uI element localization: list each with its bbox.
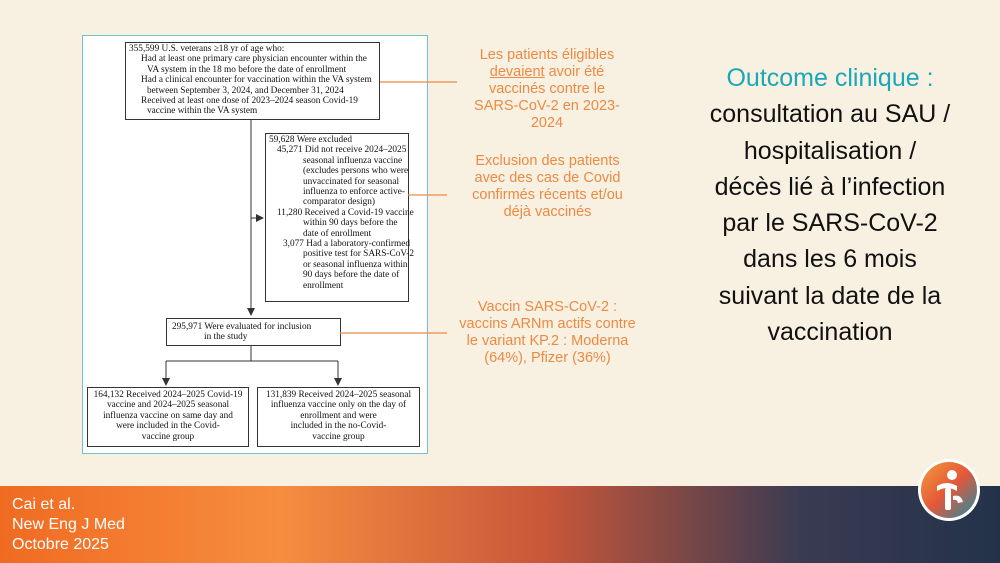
excluded-line: or seasonal influenza within (303, 259, 408, 270)
top-box-line: Received at least one dose of 2023–2024 season Covid-19 (141, 96, 358, 107)
outcome-line: vaccination (767, 318, 893, 347)
nocovid-group-line: influenza vaccine only on the day of (270, 400, 407, 411)
top-box-line: Had at least one primary care physician encounter within the (141, 54, 367, 65)
annotation-line: confirmés récents et/ou (472, 187, 623, 203)
outcome-line: consultation au SAU / (709, 100, 951, 129)
outcome-text (660, 60, 1000, 350)
nocovid-group-line: included in the no-Covid- (290, 421, 387, 432)
evaluated-line: in the study (204, 332, 248, 343)
covid-group-line: were included in the Covid- (116, 421, 220, 432)
outcome-line: suivant la date de la (718, 281, 942, 310)
excluded-line: comparator design) (303, 197, 376, 208)
citation (12, 495, 125, 555)
nocovid-group-line: enrollment and were (300, 410, 377, 421)
excluded-line: unvaccinated for seasonal (303, 176, 400, 187)
annotation-line (452, 64, 642, 81)
annotation-line: le variant KP.2 : Moderna (466, 333, 629, 349)
annotation-line: déjà vaccinés (503, 204, 592, 220)
footer-band (0, 486, 1000, 563)
excluded-line: within 90 days before the (303, 218, 398, 229)
outcome-line: dans les 6 mois (743, 245, 917, 274)
top-box-line: between September 3, 2024, and December 31, 2024 (147, 85, 344, 96)
annotation-text: avoir été (544, 64, 605, 80)
brand-logo-icon (917, 458, 981, 522)
excluded-line: 11,280 Received a Covid-19 vaccine (277, 207, 414, 218)
outcome-line: hospitalisation / (743, 136, 917, 165)
covid-group-line: vaccine and 2024–2025 seasonal (106, 400, 230, 411)
excluded-line: 3,077 Had a laboratory-confirmed (283, 239, 411, 250)
outcome-line: par le SARS-CoV-2 (722, 209, 938, 238)
eligible-annotation (452, 47, 642, 132)
top-box-line: Had a clinical encounter for vaccination within the VA system (141, 75, 372, 86)
excluded-line: 59,628 Were excluded (269, 135, 352, 145)
outcome-heading: Outcome clinique : (726, 64, 934, 92)
annotation-line: SARS-CoV-2 en 2023- (474, 98, 620, 114)
excluded-line: enrollment (303, 280, 344, 291)
annotation-line: 2024 (530, 115, 564, 131)
covid-group-line: 164,132 Received 2024–2025 Covid-19 (93, 390, 243, 400)
annotation-line: Exclusion des patients (475, 153, 620, 169)
excluded-line: positive test for SARS-CoV-2 (303, 249, 414, 260)
annotation-line: (64%), Pfizer (36%) (484, 350, 611, 366)
nocovid-group-line: 131,839 Received 2024–2025 seasonal (265, 390, 412, 400)
excluded-line: date of enrollment (303, 228, 372, 239)
citation-date: Octobre 2025 (12, 536, 109, 553)
citation-journal: New Eng J Med (12, 516, 125, 533)
top-box-line: vaccine within the VA system (147, 106, 258, 117)
evaluated-line: 295,971 Were evaluated for inclusion (172, 322, 312, 332)
excluded-line: 45,271 Did not receive 2024–2025 (277, 145, 407, 156)
covid-group-line: influenza vaccine on same day and (103, 410, 233, 421)
top-box-line: VA system in the 18 mo before the date of enrollment (147, 64, 347, 75)
annotation-line: vaccins ARNm actifs contre (459, 316, 636, 332)
top-box-line: 355,599 U.S. veterans ≥18 yr of age who: (129, 44, 285, 54)
covid-group-line: vaccine group (141, 431, 195, 442)
excluded-line: 90 days before the date of (303, 270, 400, 281)
underlined-word: devaient (489, 64, 545, 80)
annotation-line: avec des cas de Covid (474, 170, 621, 186)
outcome-line: décès lié à l’infection (714, 172, 946, 201)
annotation-line: Les patients éligibles (479, 47, 615, 63)
vaccine-annotation (445, 299, 650, 367)
annotation-line: Vaccin SARS-CoV-2 : (477, 299, 618, 315)
excluded-line: influenza to enforce active- (303, 187, 405, 198)
excluded-line: (excludes persons who were (303, 166, 409, 177)
exclusion-annotation (450, 153, 645, 221)
excluded-line: seasonal influenza vaccine (303, 155, 403, 166)
citation-authors: Cai et al. (12, 496, 76, 513)
nocovid-group-line: vaccine group (312, 431, 365, 442)
annotation-line: vaccinés contre le (488, 81, 606, 97)
